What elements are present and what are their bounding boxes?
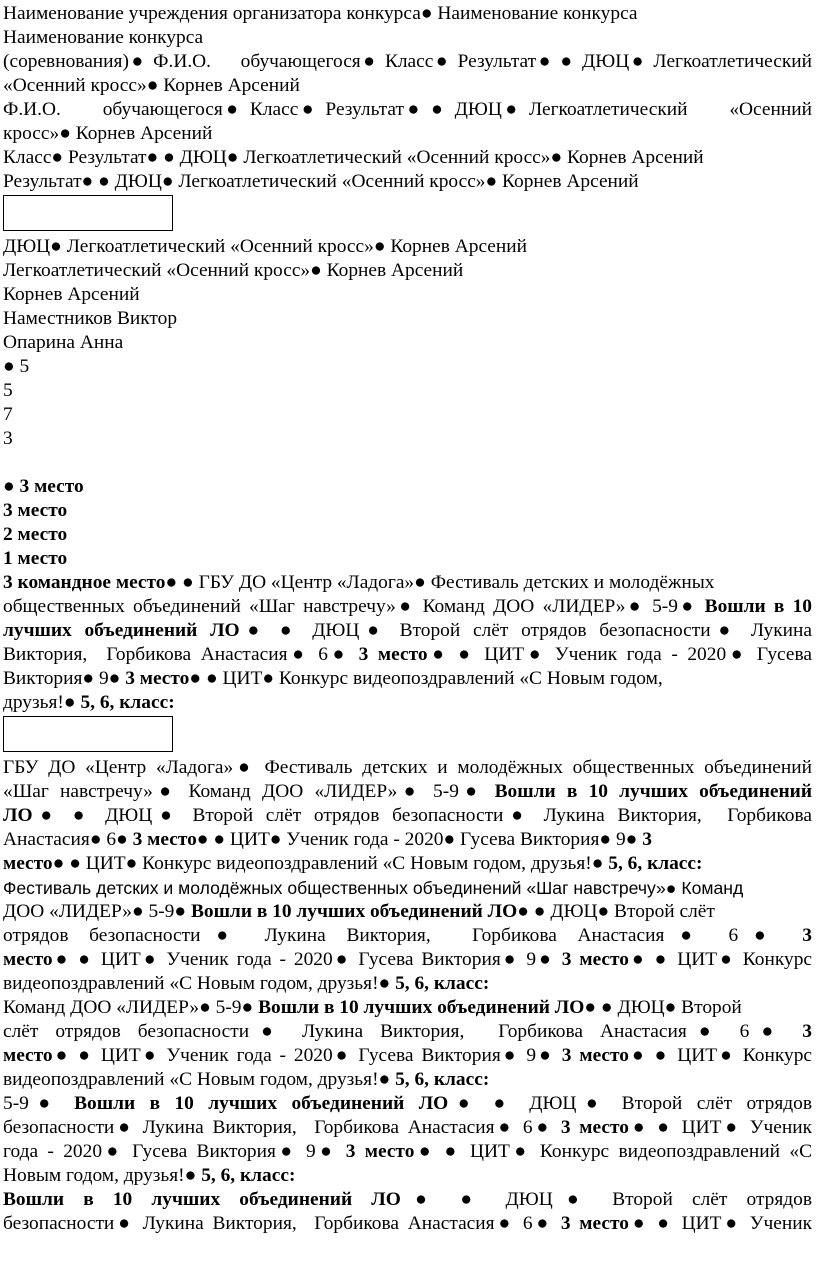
bold-text: место● — [3, 853, 70, 874]
empty-box — [3, 195, 173, 231]
text-segment: «Осенний кросс»● Корнев Арсений — [3, 75, 300, 96]
text-segment: «Шаг навстречу»● Команд ДОО «ЛИДЕР»● 5-9● — [3, 781, 495, 802]
text-segment: ДЮЦ● Легкоатлетический «Осенний кросс»● Корнев Арсений — [3, 236, 528, 257]
text-line — [3, 1164, 812, 1188]
text-line — [3, 379, 812, 403]
bold-text: Вошли в 10 лучших объединений ЛО● — [3, 1189, 461, 1210]
text-segment: 3 — [3, 428, 13, 449]
text-line — [3, 547, 812, 571]
bold-text: место● — [3, 949, 79, 970]
text-line — [3, 74, 812, 98]
text-segment: ● ЦИТ● Конкурс видеопоздравлений «С Новым годом, — [205, 668, 663, 689]
bold-text: 3 место — [3, 500, 68, 521]
text-segment: Виктория, Горбикова Анастасия● 6● — [3, 644, 359, 665]
text-line — [3, 523, 812, 547]
text-segment: 7 — [3, 404, 13, 425]
text-line — [3, 283, 812, 307]
text-line — [3, 1044, 812, 1068]
bold-text: 3 место● — [560, 1117, 658, 1138]
text-segment: ДОО «ЛИДЕР»● 5-9● — [3, 901, 191, 922]
text-line — [3, 1140, 812, 1164]
text-segment: ● ДЮЦ● Второй слёт отрядов безопасности● Лукина Виктория, Горбикова — [72, 805, 812, 826]
bold-text: 3 место● — [132, 829, 214, 850]
text-segment: Фестиваль детских и молодёжных общественных объединений «Шаг навстречу»● Команд — [3, 878, 744, 898]
text-line — [3, 804, 812, 828]
text-segment: ● ДЮЦ● Второй — [600, 997, 742, 1018]
text-line — [3, 403, 812, 427]
text-line — [3, 691, 812, 715]
bold-text: 2 место — [3, 524, 68, 545]
bold-text: 5, 6, класс: — [395, 973, 490, 994]
text-line — [3, 1020, 812, 1044]
bold-text: 5, 6, класс: — [201, 1165, 296, 1186]
text-segment: видеопоздравлений «С Новым годом, друзья!● — [3, 1069, 396, 1090]
text-line — [3, 26, 812, 50]
text-line — [3, 170, 812, 194]
bold-text: ● 3 место — [3, 476, 84, 497]
text-line — [3, 50, 812, 74]
bold-text: 5, 6, класс: — [395, 1069, 490, 1090]
bold-text: ЛО● — [3, 805, 73, 826]
text-line — [3, 619, 812, 643]
text-line — [3, 1068, 812, 1092]
bold-text: 3 место● — [561, 1045, 655, 1066]
text-line — [3, 98, 812, 122]
text-segment: Класс● Результат● ● ДЮЦ● Легкоатлетический «Осенний кросс»● Корнев Арсений — [3, 147, 704, 168]
bold-text: 3 место● — [358, 644, 459, 665]
text-segment: Корнев Арсений — [3, 284, 140, 305]
text-segment: ● ДЮЦ● Второй слёт отрядов — [460, 1189, 812, 1210]
bold-text: Вошли в 10 — [704, 596, 812, 617]
text-segment: ● ЦИТ● Ученик — [657, 1213, 812, 1234]
bold-text: 3 место● — [561, 949, 655, 970]
text-line — [3, 146, 812, 170]
text-segment: ● ДЮЦ● Второй слёт отрядов — [493, 1093, 812, 1114]
text-line — [3, 331, 812, 355]
text-line — [3, 259, 812, 283]
bold-text: 3 — [642, 829, 652, 850]
text-line — [3, 122, 812, 146]
bold-text: 3 — [802, 1021, 812, 1042]
text-segment: друзья!● — [3, 692, 81, 713]
text-line — [3, 355, 812, 379]
text-segment: ● ЦИТ● Ученик года - 2020● Гусева Виктория● 9● — [78, 949, 562, 970]
text-line — [3, 972, 812, 996]
text-segment: 5-9● — [3, 1093, 75, 1114]
text-segment: Наименование учреждения организатора конкурса● Наименование конкурса — [3, 3, 638, 24]
bold-text: Вошли в 10 лучших объединений ЛО● — [74, 1093, 494, 1114]
text-line — [3, 667, 812, 691]
text-segment: (соревнования)● Ф.И.О. обучающегося● Класс● Результат● ● ДЮЦ● Легкоатлетический — [3, 51, 812, 72]
text-segment: слёт отрядов безопасности● Лукина Виктория, Горбикова Анастасия● 6● — [3, 1021, 803, 1042]
text-segment: безопасности● Лукина Виктория, Горбикова Анастасия● 6● — [3, 1117, 561, 1138]
bold-text: 3 командное место● — [3, 572, 183, 593]
text-line — [3, 876, 812, 900]
text-segment: ● ЦИТ● Конкурс видеопоздравлений «С — [444, 1141, 812, 1162]
text-segment: отрядов безопасности● Лукина Виктория, Горбикова Анастасия● 6● — [3, 925, 803, 946]
text-segment: Виктория● 9● — [3, 668, 126, 689]
bold-text: Вошли в 10 лучших объединений — [494, 781, 812, 802]
text-line — [3, 756, 812, 780]
bold-text: Вошли в 10 лучших объединений ЛО● — [258, 997, 601, 1018]
bold-text: место● — [3, 1045, 79, 1066]
text-segment: ● ДЮЦ● Второй слёт — [533, 901, 715, 922]
text-segment: общественных объединений «Шаг навстречу»● Команд ДОО «ЛИДЕР»● 5-9● — [3, 596, 705, 617]
text-line — [3, 427, 812, 451]
text-line — [3, 499, 812, 523]
text-segment: безопасности● Лукина Виктория, Горбикова Анастасия● 6● — [3, 1213, 561, 1234]
text-line — [3, 1092, 812, 1116]
text-segment: ● ЦИТ● Конкурс — [654, 949, 812, 970]
text-line — [3, 780, 812, 804]
text-line — [3, 900, 812, 924]
text-segment: Опарина Анна — [3, 332, 124, 353]
bold-text: 3 место● — [345, 1141, 445, 1162]
text-segment: видеопоздравлений «С Новым годом, друзья!● — [3, 973, 396, 994]
text-segment: Наместников Виктор — [3, 308, 178, 329]
text-segment: Новым годом, друзья!● — [3, 1165, 202, 1186]
text-segment: Команд ДОО «ЛИДЕР»● 5-9● — [3, 997, 259, 1018]
text-line — [3, 948, 812, 972]
text-segment: ● ДЮЦ● Второй слёт отрядов безопасности● Лукина — [279, 620, 812, 641]
text-line — [3, 643, 812, 667]
text-line — [3, 852, 812, 876]
bold-text: 3 место● — [125, 668, 206, 689]
text-segment: ● ГБУ ДО «Центр «Ладога»● Фестиваль детских и молодёжных — [182, 572, 715, 593]
text-line — [3, 1212, 812, 1236]
text-segment: Ф.И.О. обучающегося● Класс● Результат● ● ДЮЦ● Легкоатлетический «Осенний — [3, 99, 812, 120]
text-segment: года - 2020● Гусева Виктория● 9● — [3, 1141, 346, 1162]
text-line — [3, 595, 812, 619]
text-segment: 5 — [3, 380, 13, 401]
text-segment: Результат● ● ДЮЦ● Легкоатлетический «Осенний кросс»● Корнев Арсений — [3, 171, 639, 192]
bold-text: 3 место● — [560, 1213, 658, 1234]
blank-line — [3, 451, 812, 475]
text-segment: Наименование конкурса — [3, 27, 204, 48]
text-line — [3, 307, 812, 331]
bold-text: 3 — [802, 925, 812, 946]
text-segment: ● 5 — [3, 356, 30, 377]
text-segment: ● ЦИТ● Ученик года - 2020● Гусева Виктория● 9● — [78, 1045, 562, 1066]
text-segment: Анастасия● 6● — [3, 829, 133, 850]
empty-box — [3, 716, 173, 752]
text-segment: ● ЦИТ● Конкурс видеопоздравлений «С Новым годом, друзья!● — [69, 853, 609, 874]
text-line — [3, 924, 812, 948]
text-segment: ● ЦИТ● Ученик года - 2020● Гусева Виктория● 9● — [213, 829, 643, 850]
text-segment: ГБУ ДО «Центр «Ладога»● Фестиваль детских и молодёжных общественных объединений — [3, 757, 812, 778]
text-line — [3, 1188, 812, 1212]
bold-text: 5, 6, класс: — [608, 853, 703, 874]
text-line — [3, 828, 812, 852]
bold-text: 1 место — [3, 548, 68, 569]
text-segment: ● ЦИТ● Ученик — [657, 1117, 812, 1138]
text-line — [3, 996, 812, 1020]
text-segment: кросс»● Корнев Арсений — [3, 123, 213, 144]
text-line — [3, 1116, 812, 1140]
text-line — [3, 2, 812, 26]
text-line — [3, 571, 812, 595]
bold-text: лучших объединений ЛО● — [3, 620, 280, 641]
text-segment: Легкоатлетический «Осенний кросс»● Корнев Арсений — [3, 260, 464, 281]
text-line — [3, 475, 812, 499]
bold-text: 5, 6, класс: — [80, 692, 175, 713]
bold-text: Вошли в 10 лучших объединений ЛО● — [190, 901, 534, 922]
text-line — [3, 235, 812, 259]
text-segment: ● ЦИТ● Ученик года - 2020● Гусева — [458, 644, 812, 665]
text-segment: ● ЦИТ● Конкурс — [654, 1045, 812, 1066]
